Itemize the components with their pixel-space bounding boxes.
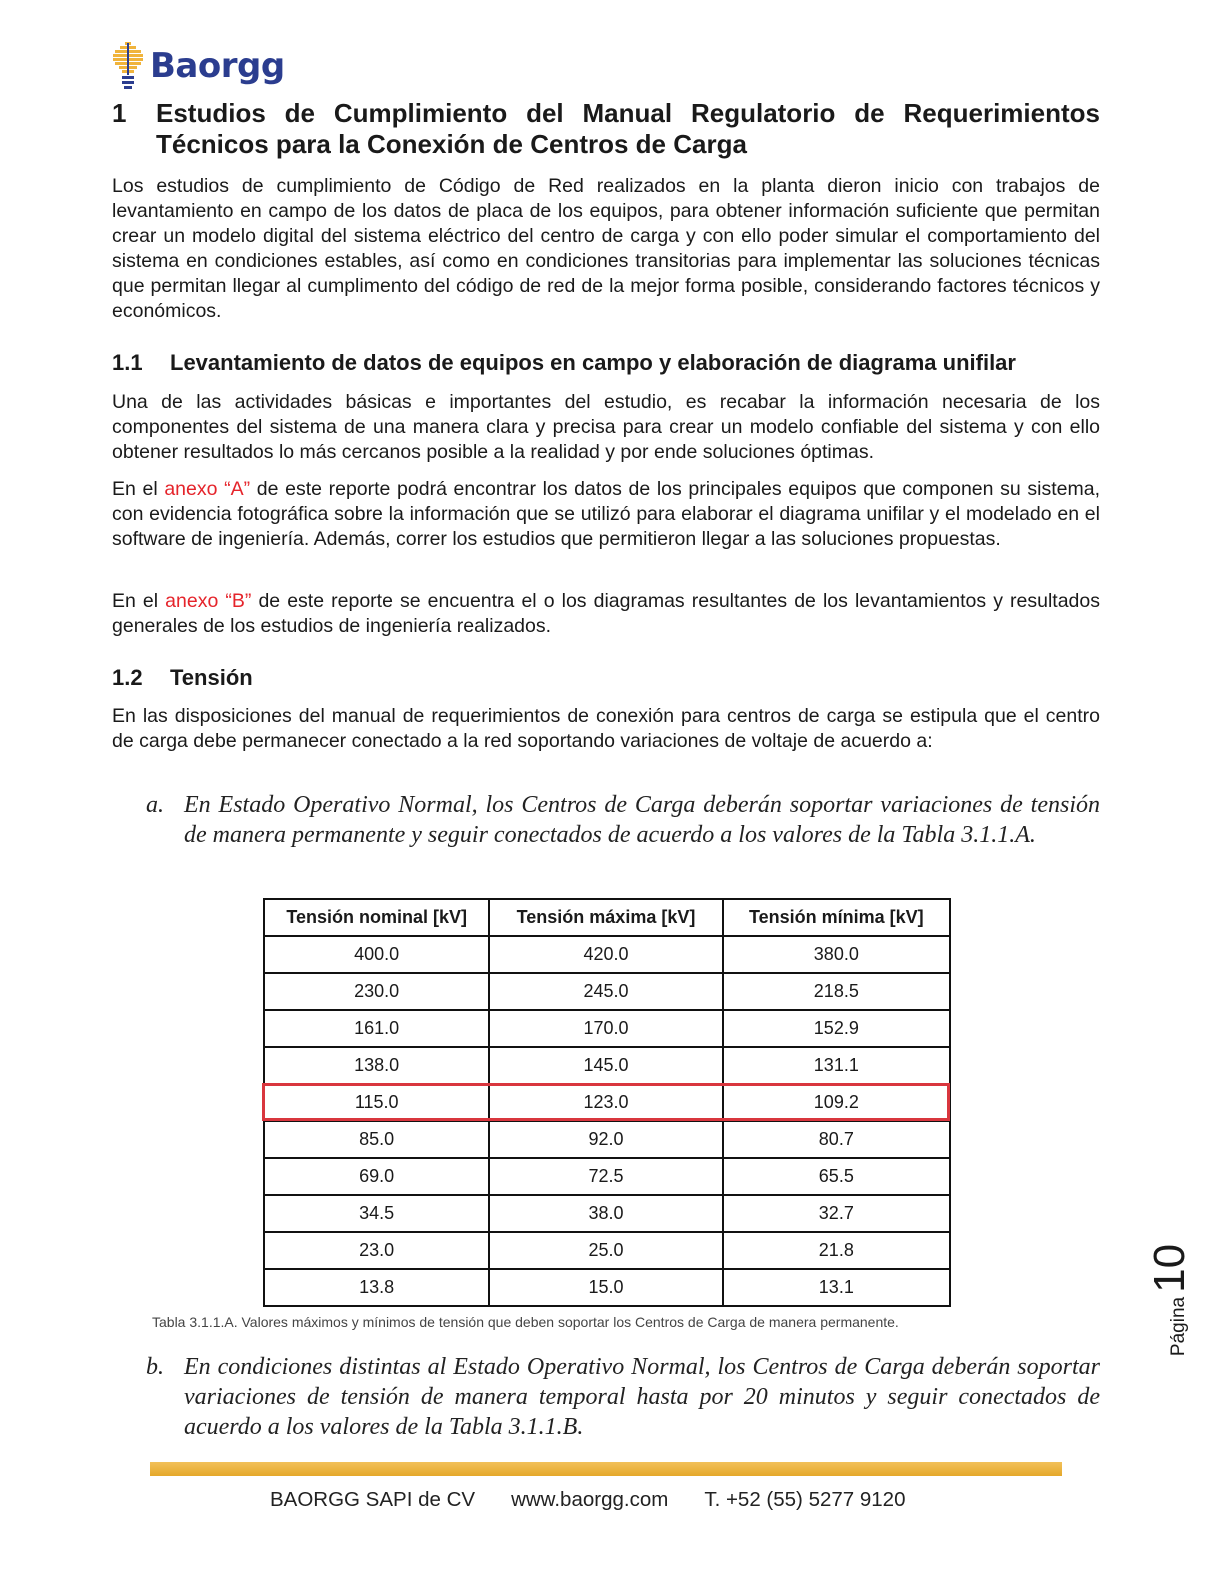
table-cell: 15.0 [489,1269,722,1306]
list-letter: b. [146,1354,164,1380]
table-cell: 161.0 [264,1010,489,1047]
section-title: Tensión [170,665,253,690]
table-cell: 138.0 [264,1047,489,1084]
table-cell: 115.0 [264,1084,489,1121]
table-cell: 80.7 [723,1121,950,1158]
footer [270,1488,970,1512]
table-row [264,1232,950,1269]
section-number: 1.2 [112,665,143,690]
section-1-1-paragraph-3 [112,589,1100,639]
footer-website[interactable]: www.baorgg.com [511,1488,669,1511]
table-row [264,1121,950,1158]
list-text: En condiciones distintas al Estado Operativo Normal, los Centros de Carga deberán soportar variaciones de tensión de manera temporal hasta por 20 minutos y seguir conectados de acuerdo a los valores de la Tabla 3.1.1.B. [184,1354,1100,1440]
table-caption: Tabla 3.1.1.A. Valores máximos y mínimos de tensión que deben soportar los Centros de Carga de manera permanente. [152,1314,899,1330]
table-cell: 420.0 [489,936,722,973]
section-1-1-paragraph-2 [112,477,1100,552]
table-cell: 72.5 [489,1158,722,1195]
column-header: Tensión máxima [kV] [489,899,722,936]
table-cell: 34.5 [264,1195,489,1232]
section-1-2-heading [112,665,253,691]
table-cell: 65.5 [723,1158,950,1195]
table-cell: 92.0 [489,1121,722,1158]
section-1-paragraph: Los estudios de cumplimiento de Código de Red realizados en la planta dieron inicio con trabajos de levantamiento en campo de los datos de placa de los equipos, para obtener información suficiente que permitan crear un modelo digital del sistema eléctrico del centro de carga y con ello poder simular el comportamiento del sistema en condiciones estables, así como en condiciones transitorias para implementar las soluciones técnicas que permitan llegar al cumplimento del código de red de la mejor forma posible, considerando factores técnicos y económicos. [112,175,1100,322]
paragraph-text: En el [112,590,166,612]
section-1-1-paragraph-1: Una de las actividades básicas e importantes del estudio, es recabar la información necesaria de los componentes del sistema de una manera clara y precisa para crear un modelo confiable del sistema y con ello obtener resultados lo más cercanos posible a la realidad y por ende soluciones óptimas. [112,391,1100,463]
footer-company: BAORGG SAPI de CV [270,1488,476,1511]
section-1-2-paragraph: En las disposiciones del manual de requerimientos de conexión para centros de carga se estipula que el centro de carga debe permanecer conectado a la red soportando variaciones de voltaje de acuerdo a: [112,705,1100,752]
table-cell: 145.0 [489,1047,722,1084]
section-number: 1.1 [112,350,143,375]
table-cell: 123.0 [489,1084,722,1121]
table-cell: 25.0 [489,1232,722,1269]
table-cell: 152.9 [723,1010,950,1047]
table-cell: 230.0 [264,973,489,1010]
table-cell: 400.0 [264,936,489,973]
footer-divider [150,1462,1062,1476]
table-row [264,1269,950,1306]
table-cell: 218.5 [723,973,950,1010]
table-cell: 13.8 [264,1269,489,1306]
voltage-table [263,898,951,1307]
column-header: Tensión nominal [kV] [264,899,489,936]
table-row [264,936,950,973]
table-row [264,1047,950,1084]
page-number [1140,1240,1200,1360]
table-cell: 245.0 [489,973,722,1010]
list-letter: a. [146,792,164,818]
brand-logo [110,40,285,92]
section-title: Levantamiento de datos de equipos en campo y elaboración de diagrama unifilar [170,350,1016,375]
page-value: 10 [1145,1243,1194,1293]
table-cell: 38.0 [489,1195,722,1232]
table-cell: 69.0 [264,1158,489,1195]
lightbulb-icon [110,40,146,92]
section-number: 1 [112,98,127,128]
table-row [264,1158,950,1195]
section-1-heading [112,98,1100,160]
table-row [264,973,950,1010]
section-title: Estudios de Cumplimiento del Manual Regulatorio de Requerimientos Técnicos para la Conexión de Centros de Carga [156,98,1100,159]
page-label: Página [1168,1296,1189,1357]
table-cell: 23.0 [264,1232,489,1269]
anexo-b-link[interactable]: anexo “B” [165,590,252,612]
column-header: Tensión mínima [kV] [723,899,950,936]
table-cell: 32.7 [723,1195,950,1232]
table-cell: 131.1 [723,1047,950,1084]
footer-phone: T. +52 (55) 5277 9120 [704,1488,906,1511]
list-item-b [146,1352,1100,1442]
paragraph-text: En el [112,478,165,500]
table-header-row [264,899,950,936]
anexo-a-link[interactable]: anexo “A” [164,478,251,500]
table-cell: 13.1 [723,1269,950,1306]
paragraph-text: de este reporte podrá encontrar los datos de los principales equipos que componen su sistema, con evidencia fotográfica sobre la información que se utilizó para elaborar el diagrama unifilar y el modelado en el software de ingeniería. Además, correr los estudios que permitieron llegar a las soluciones propuestas. [112,478,1100,550]
paragraph-text: de este reporte se encuentra el o los diagramas resultantes de los levantamientos y resultados generales de los estudios de ingeniería realizados. [112,590,1100,637]
table-cell: 85.0 [264,1121,489,1158]
section-1-1-heading [112,350,1016,376]
table-cell: 380.0 [723,936,950,973]
table-cell: 21.8 [723,1232,950,1269]
table-cell: 170.0 [489,1010,722,1047]
table-row [264,1195,950,1232]
table-row-highlighted [264,1084,950,1121]
list-item-a [146,790,1100,850]
table-cell: 109.2 [723,1084,950,1121]
list-text: En Estado Operativo Normal, los Centros de Carga deberán soportar variaciones de tensión de manera permanente y seguir conectados de acuerdo a los valores de la Tabla 3.1.1.A. [184,792,1100,848]
logo-text: Baorgg [150,46,285,86]
table-row [264,1010,950,1047]
